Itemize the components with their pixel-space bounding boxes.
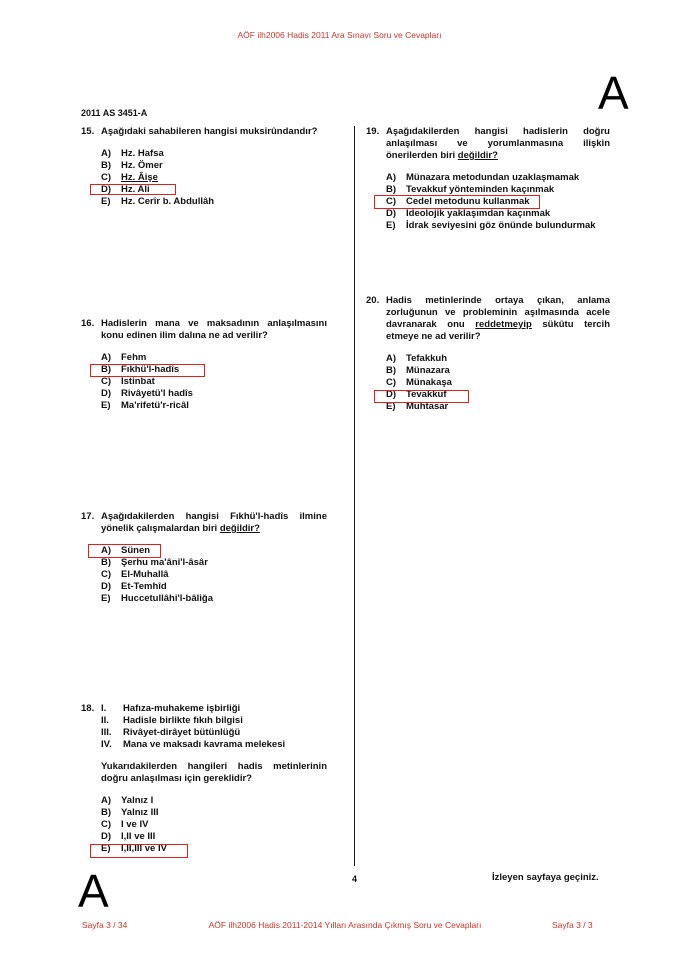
option-e: E) İdrak seviyesini göz önünde bulundurmak xyxy=(386,220,596,231)
option-a: A) Münazara metodundan uzaklaşmamak xyxy=(386,172,580,183)
question-number: 20. xyxy=(366,295,380,306)
exam-code: 2011 AS 3451-A xyxy=(81,108,148,118)
question-number: 19. xyxy=(366,126,380,137)
option-b: B) Fıkhü'l-hadîs xyxy=(101,364,180,375)
option-e: E) Hz. Cerîr b. Abdullâh xyxy=(101,196,215,207)
option-e: E) Ma'rifetü'r-ricâl xyxy=(101,400,189,411)
option-a: A) Sünen xyxy=(101,545,151,556)
option-a: A) Hz. Hafsa xyxy=(101,148,164,159)
option-b: B) Şerhu ma'âni'l-âsâr xyxy=(101,557,208,568)
option-a: A) Fehm xyxy=(101,352,147,363)
answer-highlight-box xyxy=(88,544,161,558)
question-stem: Hadislerin mana ve maksadının anlaşılmasını konu edinen ilim dalına ne ad verilir? xyxy=(101,318,327,341)
option-d: D) Rivâyetü'l hadîs xyxy=(101,388,193,399)
booklet-letter-top: A xyxy=(598,67,629,119)
footer-right-page: Sayfa 3 / 3 xyxy=(552,920,593,930)
question-stem: Aşağıdakilerden hangisi hadislerin doğru anlaşılması ve yorumlanmasına ilişkin önerilerden biri değildir? xyxy=(386,126,610,161)
question-number: 18. xyxy=(81,703,95,714)
question-stem: Aşağıdaki sahabileren hangisi muksirûndandır? xyxy=(101,126,318,137)
option-c: C) Hz. Âişe xyxy=(101,172,158,183)
column-divider xyxy=(354,126,355,866)
question-18 xyxy=(81,703,327,855)
question-number: 17. xyxy=(81,511,95,522)
option-c: C) İstinbat xyxy=(101,376,155,387)
question-15 xyxy=(81,126,327,208)
roman-item-list xyxy=(101,703,327,751)
question-17 xyxy=(81,511,327,605)
document-header-title: AÖF ilh2006 Hadis 2011 Ara Sınavı Soru ve Cevapları xyxy=(237,30,442,40)
option-b: B) Tevakkuf yönteminden kaçınmak xyxy=(386,184,555,195)
question-stem: Aşağıdakilerden hangisi Fıkhü'l-hadîs ilmine yönelik çalışmalardan biri değildir? xyxy=(101,511,327,534)
footer-left-page: Sayfa 3 / 34 xyxy=(82,920,128,930)
option-c: C) Münakaşa xyxy=(386,377,452,388)
roman-item: II. Hadisle birlikte fıkıh bilgisi xyxy=(101,715,243,726)
page-number: 4 xyxy=(352,874,358,884)
question-19 xyxy=(366,126,610,232)
question-stem: Hadis metinlerinde ortaya çıkan, anlama zorluğunun ve probleminin aşılmasında acele davranarak onu reddetmeyip sükûtu tercih etmeye ne ad verilir? xyxy=(386,295,610,342)
option-d: D) İdeolojik yaklaşımdan kaçınmak xyxy=(386,208,551,219)
footer-title: AÖF ilh2006 Hadis 2011-2014 Yılları Arasında Çıkmış Soru ve Cevapları xyxy=(208,920,482,930)
answer-highlight-box xyxy=(90,364,205,377)
answer-highlight-box xyxy=(374,195,540,209)
answer-highlight-box xyxy=(374,390,469,403)
option-a: A) Tefakkuh xyxy=(386,353,448,364)
roman-item: I. Hafıza-muhakeme işbirliği xyxy=(101,703,241,714)
question-stem: Yukarıdakilerden hangileri hadis metinlerinin doğru anlaşılması için gereklidir? xyxy=(101,761,327,784)
option-e: E) I,II,III ve IV xyxy=(101,843,167,854)
roman-item: III. Rivâyet-dirâyet bütünlüğü xyxy=(101,727,241,738)
option-b: B) Yalnız III xyxy=(101,807,159,818)
next-page-note: İzleyen sayfaya geçiniz. xyxy=(492,872,599,883)
answer-highlight-box xyxy=(90,184,176,195)
booklet-letter-bottom: A xyxy=(78,865,109,917)
option-d: D) I,II ve III xyxy=(101,831,156,842)
option-c: C) I ve IV xyxy=(101,819,149,830)
question-number: 15. xyxy=(81,126,95,137)
answer-highlight-box xyxy=(90,844,188,858)
roman-item: IV. Mana ve maksadı kavrama melekesi xyxy=(101,739,286,750)
option-d: D) Tevakkuf xyxy=(386,389,447,400)
option-c: C) Cedel metodunu kullanmak xyxy=(386,196,530,207)
option-d: D) Et-Temhîd xyxy=(101,581,167,592)
option-a: A) Yalnız I xyxy=(101,795,154,806)
option-e: E) Huccetullâhi'l-bâliğa xyxy=(101,593,213,604)
option-e: E) Muhtasar xyxy=(386,401,449,412)
option-b: B) Münazara xyxy=(386,365,450,376)
option-c: C) El-Muhallâ xyxy=(101,569,169,580)
option-d: D) Hz. Ali xyxy=(101,184,150,195)
question-number: 16. xyxy=(81,318,95,329)
option-b: B) Hz. Ömer xyxy=(101,160,163,171)
